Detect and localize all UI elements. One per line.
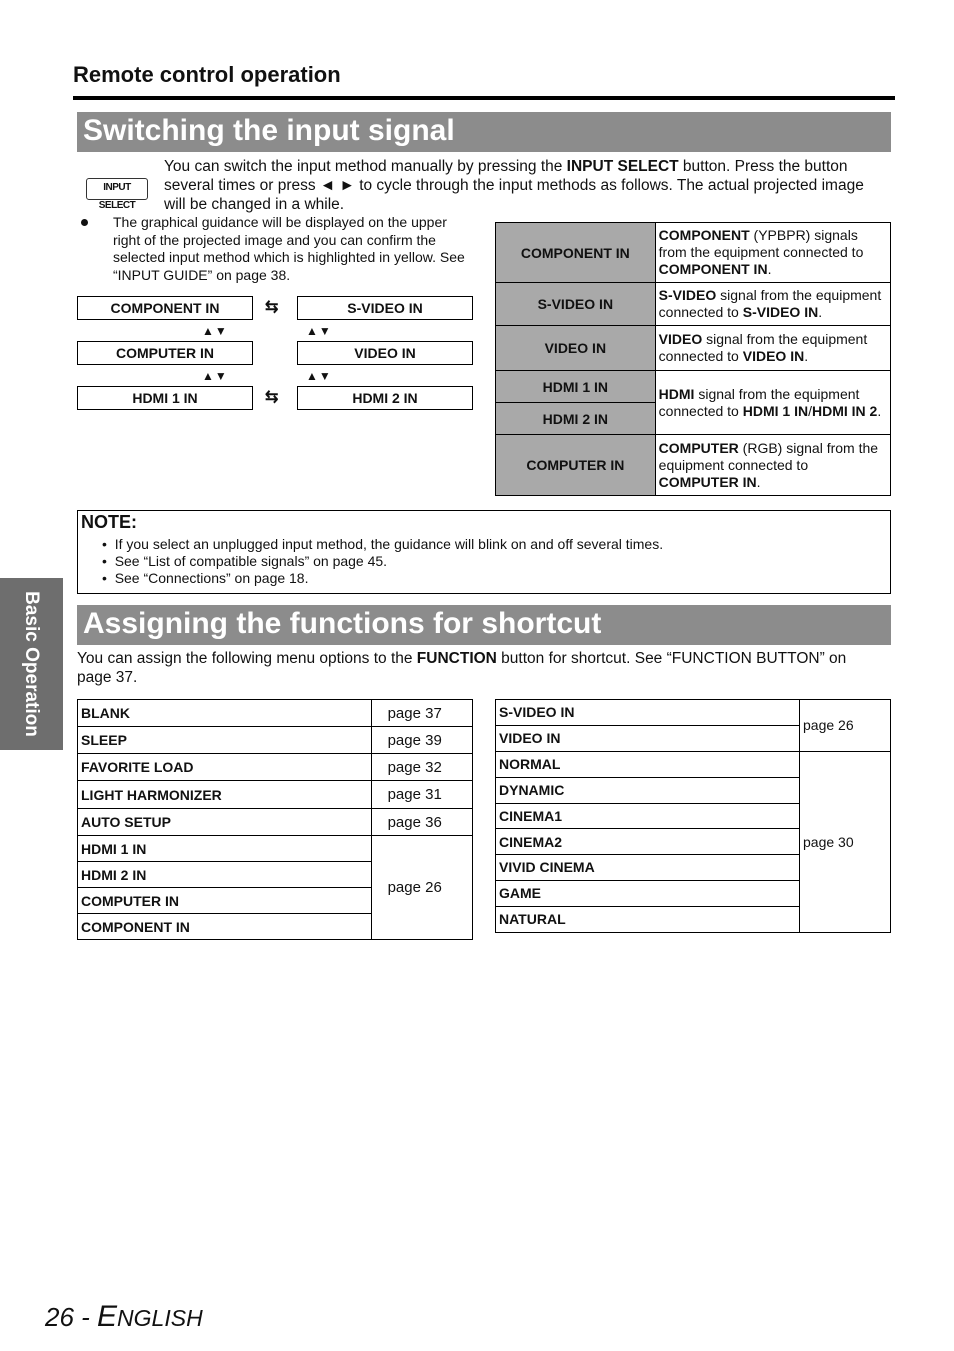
- signal-label: S-VIDEO IN: [496, 283, 656, 326]
- function-table-right: [495, 699, 891, 933]
- lang-first-letter: E: [97, 1300, 118, 1333]
- bullet-dot: [81, 219, 88, 226]
- note-item: • See “List of compatible signals” on page 45.: [102, 553, 388, 569]
- signal-desc: VIDEO signal from the equipment connected to VIDEO IN.: [655, 326, 890, 371]
- flow-video-in: VIDEO IN: [297, 341, 473, 365]
- up-down-arrow-icon: ▲▼: [306, 369, 332, 383]
- switching-title: Switching the input signal: [77, 112, 891, 152]
- up-down-arrow-icon: ▲▼: [202, 369, 228, 383]
- header-rule: [73, 96, 895, 100]
- signal-label: HDMI 2 IN: [496, 403, 656, 435]
- flow-hdmi1-in: HDMI 1 IN: [77, 386, 253, 410]
- table-row: [496, 223, 891, 283]
- table-row: [496, 435, 891, 496]
- switching-intro: [164, 157, 894, 214]
- side-tab: [0, 578, 63, 750]
- table-row: FAVORITE LOAD page 32: [78, 754, 473, 781]
- table-row: GAME: [496, 880, 891, 906]
- shortcut-intro-line2: page 37.: [77, 669, 138, 686]
- signal-desc: S-VIDEO signal from the equipment connected to S-VIDEO IN.: [655, 283, 890, 326]
- table-row: NORMAL page 30: [496, 751, 891, 777]
- signal-desc: COMPUTER (RGB) signal from the equipment connected to COMPUTER IN.: [655, 435, 890, 496]
- bullet-line: The graphical guidance will be displayed on the upper: [113, 214, 447, 230]
- note-item: • If you select an unplugged input method, the guidance will blink on and off several times.: [102, 536, 664, 552]
- table-row: AUTO SETUP page 36: [78, 809, 473, 836]
- guidance-bullet: [113, 214, 483, 284]
- signal-desc: COMPONENT (YPBPR) signals from the equipment connected to COMPONENT IN.: [655, 223, 890, 283]
- table-row: COMPONENT IN: [78, 914, 473, 940]
- up-down-arrow-icon: ▲▼: [306, 324, 332, 338]
- flow-s-video-in: S-VIDEO IN: [297, 296, 473, 320]
- shortcut-intro-2: button for shortcut. See “FUNCTION BUTTON” on: [496, 650, 847, 667]
- function-table-left: [77, 699, 473, 940]
- lang-rest: NGLISH: [117, 1305, 203, 1331]
- table-row: VIDEO IN: [496, 725, 891, 751]
- table-row: VIVID CINEMA: [496, 855, 891, 881]
- bullet-line: selected input method which is highlighted in yellow. See: [113, 249, 465, 265]
- signal-label: VIDEO IN: [496, 326, 656, 371]
- table-row: NATURAL: [496, 906, 891, 932]
- signal-table: [495, 222, 891, 496]
- table-row: [496, 283, 891, 326]
- input-select-button-icon: INPUT SELECT: [86, 178, 148, 200]
- table-row: BLANK page 37: [78, 700, 473, 727]
- table-row: [496, 371, 891, 403]
- signal-label: COMPONENT IN: [496, 223, 656, 283]
- signal-desc: HDMI signal from the equipment connected to HDMI 1 IN/HDMI IN 2.: [655, 371, 890, 435]
- table-row: HDMI 1 IN page 26: [78, 836, 473, 862]
- flow-hdmi2-in: HDMI 2 IN: [297, 386, 473, 410]
- flow-computer-in: COMPUTER IN: [77, 341, 253, 365]
- table-row: DYNAMIC: [496, 777, 891, 803]
- signal-label: HDMI 1 IN: [496, 371, 656, 403]
- table-row: [496, 326, 891, 371]
- left-right-arrow-icon: ⇆: [265, 389, 279, 406]
- intro-text-2: button. Press the button: [678, 158, 848, 175]
- intro-bold: INPUT SELECT: [566, 158, 679, 175]
- table-row: SLEEP page 39: [78, 727, 473, 754]
- intro-text-1: You can switch the input method manually by pressing the: [164, 158, 567, 175]
- section-heading: Remote control operation: [73, 62, 341, 87]
- shortcut-intro: [77, 649, 897, 687]
- page-footer: [45, 1300, 203, 1334]
- bullet-line: “INPUT GUIDE” on page 38.: [113, 266, 291, 283]
- up-down-arrow-icon: ▲▼: [202, 324, 228, 338]
- table-row: LIGHT HARMONIZER page 31: [78, 781, 473, 809]
- shortcut-title: Assigning the functions for shortcut: [77, 605, 891, 645]
- note-item: • See “Connections” on page 18.: [102, 570, 309, 586]
- flow-component-in: COMPONENT IN: [77, 296, 253, 320]
- table-row: HDMI 2 IN: [78, 862, 473, 888]
- left-right-arrow-icon: ⇆: [265, 299, 279, 316]
- page-number: 26 -: [45, 1302, 98, 1332]
- shortcut-intro-bold: FUNCTION: [416, 650, 497, 667]
- table-row: CINEMA2: [496, 829, 891, 855]
- note-title: NOTE:: [81, 512, 137, 532]
- intro-line-2: several times or press ◄ ► to cycle through the input methods as follows. The actual projected image: [164, 177, 864, 194]
- signal-label: COMPUTER IN: [496, 435, 656, 496]
- table-row: S-VIDEO IN page 26: [496, 700, 891, 726]
- table-row: COMPUTER IN: [78, 888, 473, 914]
- intro-line-3: will be changed in a while.: [164, 196, 345, 213]
- bullet-line: right of the projected image and you can confirm the: [113, 231, 436, 248]
- side-tab-label: Basic Operation: [21, 591, 42, 737]
- shortcut-intro-1: You can assign the following menu options to the: [77, 650, 417, 667]
- table-row: CINEMA1: [496, 803, 891, 829]
